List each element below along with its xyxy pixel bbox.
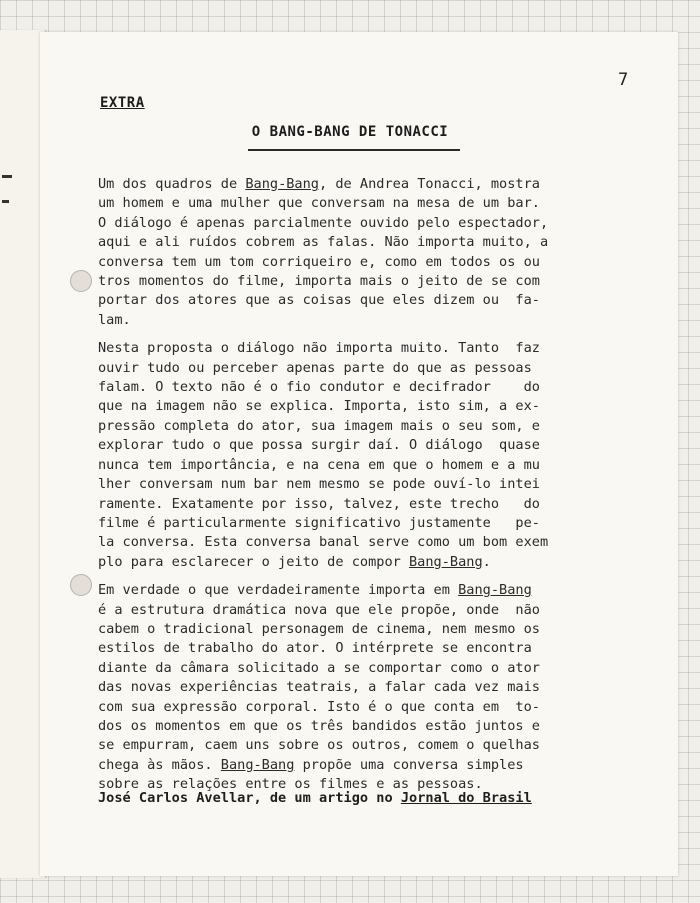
paragraph xyxy=(98,581,630,794)
punch-hole xyxy=(70,270,92,292)
text-segment: , de Andrea Tonacci, mostra xyxy=(319,176,540,192)
text-line xyxy=(98,253,630,272)
text-segment: la conversa. Esta conversa banal serve como um bom exem xyxy=(98,534,549,551)
text-segment: sobre as relações entre os filmes e as pessoas. xyxy=(98,776,483,793)
text-line xyxy=(98,601,630,620)
text-line xyxy=(98,214,630,233)
text-segment: falam. O texto não é o fio condutor e decifrador do xyxy=(98,379,540,396)
text-segment: Nesta proposta o diálogo não importa muito. Tanto faz xyxy=(98,340,540,357)
text-line xyxy=(98,717,630,736)
text-segment: com sua expressão corporal. Isto é o que conta em to- xyxy=(98,698,540,715)
text-line xyxy=(98,339,630,358)
text-segment: lher conversam num bar nem mesmo se pode ouví-lo intei xyxy=(98,476,540,493)
page-number: 7 xyxy=(618,70,629,90)
title-underline xyxy=(248,149,460,151)
text-segment: dos os momentos em que os três bandidos estão juntos e xyxy=(98,717,540,734)
text-line xyxy=(98,436,630,455)
text-segment: nunca tem importância, e na cena em que o homem e a mu xyxy=(98,456,540,473)
text-segment: que na imagem não se explica. Importa, isto sim, a ex- xyxy=(98,398,540,415)
text-line xyxy=(98,581,630,600)
text-segment: propõe uma conversa simples xyxy=(294,756,524,773)
text-line xyxy=(98,514,630,533)
text-segment: . xyxy=(482,553,491,570)
paragraph xyxy=(98,339,630,572)
section-label: EXTRA xyxy=(100,95,145,111)
text-segment: filme é particularmente significativo justamente pe- xyxy=(98,514,540,531)
punch-hole xyxy=(70,574,92,596)
text-line xyxy=(98,639,630,658)
page-title: O BANG-BANG DE TONACCI xyxy=(251,124,449,140)
text-line xyxy=(98,553,630,572)
signature-line xyxy=(98,790,532,806)
text-line xyxy=(98,233,630,252)
text-segment: das novas experiências teatrais, a falar cada vez mais xyxy=(98,679,540,696)
text-segment: chega às mãos. xyxy=(98,756,221,773)
text-line xyxy=(98,311,630,330)
text-segment: Em verdade o que verdadeiramente importa em xyxy=(98,582,459,599)
text-segment: estilos de trabalho do ator. O intérprete se encontra xyxy=(98,640,532,657)
text-segment: pressão completa do ator, sua imagem mais o seu som, e xyxy=(98,417,540,434)
signature-prefix: José Carlos Avellar, de um artigo no xyxy=(98,790,401,806)
text-segment: se empurram, caem uns sobre os outros, comem o quelhas xyxy=(98,737,540,754)
text-segment: portar dos atores que as coisas que eles dizem ou fa- xyxy=(98,292,540,309)
text-line xyxy=(98,417,630,436)
film-title: Bang-Bang xyxy=(245,176,319,192)
text-segment: ramente. Exatamente por isso, talvez, este trecho do xyxy=(98,495,540,512)
text-segment: lam. xyxy=(98,311,131,328)
text-line xyxy=(98,756,630,775)
article-body xyxy=(98,175,630,795)
text-segment: diante da câmara solicitado a se comportar como o ator xyxy=(98,659,540,676)
text-segment: O diálogo é apenas parcialmente ouvido pelo espectador, xyxy=(98,214,549,231)
text-line xyxy=(98,678,630,697)
text-segment: tros momentos do filme, importa mais o jeito de se com xyxy=(98,273,540,290)
text-line xyxy=(98,475,630,494)
text-segment: plo para esclarecer o jeito de compor xyxy=(98,553,409,570)
text-line xyxy=(98,659,630,678)
text-segment: é a estrutura dramática nova que ele propõe, onde não xyxy=(98,601,540,618)
film-title: Bang-Bang xyxy=(220,756,295,773)
text-segment: explorar tudo o que possa surgir daí. O diálogo quase xyxy=(98,437,540,454)
text-line xyxy=(98,194,630,213)
text-segment: cabem o tradicional personagem de cinema, nem mesmo os xyxy=(98,620,540,637)
paragraph xyxy=(98,175,630,330)
text-line xyxy=(98,291,630,310)
document-page xyxy=(40,32,678,876)
ink-mark xyxy=(2,175,12,178)
text-segment: conversa tem um tom corriqueiro e, como em todos os ou xyxy=(98,253,540,270)
signature-source: Jornal do Brasil xyxy=(400,790,532,806)
text-line xyxy=(98,175,630,194)
text-line xyxy=(98,272,630,291)
text-segment: um homem e uma mulher que conversam na mesa de um bar. xyxy=(98,195,540,212)
ink-mark xyxy=(2,200,9,203)
text-line xyxy=(98,456,630,475)
text-line xyxy=(98,620,630,639)
text-line xyxy=(98,698,630,717)
text-segment: Um dos quadros de xyxy=(98,176,246,192)
text-line xyxy=(98,397,630,416)
text-segment: aqui e ali ruídos cobrem as falas. Não importa muito, a xyxy=(98,234,549,251)
text-line xyxy=(98,495,630,514)
text-line xyxy=(98,378,630,397)
text-line xyxy=(98,533,630,552)
text-segment: ouvir tudo ou perceber apenas parte do que as pessoas xyxy=(98,359,532,376)
film-title: Bang-Bang xyxy=(409,553,483,570)
film-title: Bang-Bang xyxy=(458,582,532,599)
text-line xyxy=(98,736,630,755)
text-line xyxy=(98,359,630,378)
